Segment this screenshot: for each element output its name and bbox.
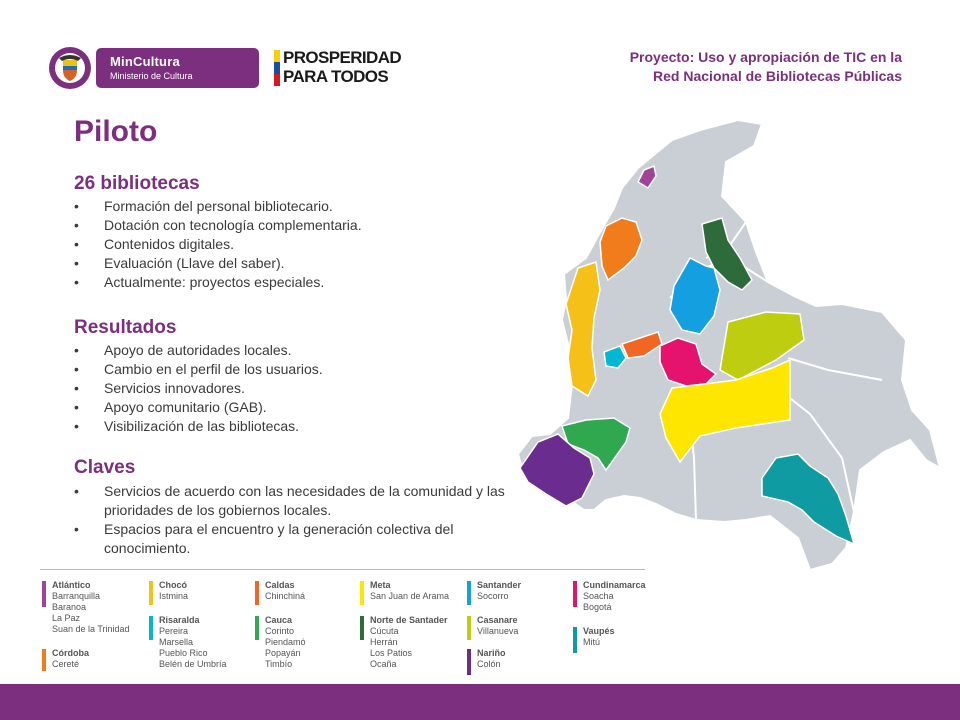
legend-place: Herrán: [370, 637, 398, 647]
legend-department-name: Meta: [370, 580, 391, 590]
legend-item-meta: [360, 580, 449, 602]
legend-color-bar: [573, 627, 577, 653]
legend-place: San Juan de Arama: [370, 591, 450, 601]
claves-list: [74, 482, 524, 558]
legend-item-choco: [149, 580, 188, 602]
list-item: • Cambio en el perfil de los usuarios.: [74, 360, 524, 379]
bibliotecas-list: [74, 197, 524, 292]
project-title-line1: Proyecto: Uso y apropiación de TIC en la: [629, 49, 902, 65]
legend-color-bar: [360, 616, 364, 640]
mincultura-logo-subtitle: Ministerio de Cultura: [110, 71, 193, 81]
legend-department-name: Casanare: [477, 615, 518, 625]
project-title: [542, 48, 902, 86]
legend-department-name: Santander: [477, 580, 522, 590]
legend-item-cundinamarca: [573, 580, 646, 613]
legend-place: Barranquilla: [52, 591, 101, 601]
colombia-coat-of-arms-icon: [48, 46, 92, 90]
legend-place: Timbío: [265, 659, 293, 669]
section-heading-bibliotecas: 26 bibliotecas: [74, 173, 200, 194]
legend-color-bar: [467, 581, 471, 605]
header-logos: [48, 46, 402, 92]
mincultura-logo-name: MinCultura: [110, 54, 180, 69]
project-title-line2: Red Nacional de Bibliotecas Públicas: [653, 68, 902, 84]
prosperidad-logo-line1: PROSPERIDAD: [283, 48, 402, 67]
legend-place: Mitú: [583, 637, 601, 647]
legend-department-name: Cundinamarca: [583, 580, 646, 590]
legend-place: Suan de la Trinidad: [52, 624, 130, 634]
legend-place: Corinto: [265, 626, 295, 636]
legend-place: Popayán: [265, 648, 301, 658]
legend-place: Pereira: [159, 626, 189, 636]
legend-place: Baranoa: [52, 602, 87, 612]
prosperidad-logo-line2: PARA TODOS: [283, 67, 389, 86]
list-item: • Apoyo comunitario (GAB).: [74, 398, 524, 417]
legend-item-casanare: [467, 615, 518, 637]
legend-color-bar: [467, 616, 471, 640]
legend-item-vaupes: [573, 626, 615, 648]
list-item: • Dotación con tecnología complementaria.: [74, 216, 524, 235]
legend-color-bar: [467, 649, 471, 675]
legend-department-name: Caldas: [265, 580, 295, 590]
list-item: • Servicios de acuerdo con las necesidades de la comunidad y las prioridades de los gobiernos locales.: [74, 482, 524, 520]
list-item: • Formación del personal bibliotecario.: [74, 197, 524, 216]
footer-bar: [0, 684, 960, 720]
legend-place: Cúcuta: [370, 626, 399, 636]
legend-place: Pueblo Rico: [159, 648, 208, 658]
legend-department-name: Vaupés: [583, 626, 615, 636]
colombia-map: [510, 118, 950, 588]
legend-place: Soacha: [583, 591, 614, 601]
legend-place: Chinchiná: [265, 591, 306, 601]
legend-color-bar: [149, 616, 153, 640]
page-title: Piloto: [74, 115, 158, 148]
legend-item-caldas: [255, 580, 305, 602]
list-item: • Evaluación (Llave del saber).: [74, 254, 524, 273]
legend-place: La Paz: [52, 613, 81, 623]
list-item: • Visibilización de las bibliotecas.: [74, 417, 524, 436]
legend-item-atlantico: [42, 580, 130, 635]
legend-item-norte-de-santander: [360, 615, 448, 670]
legend-department-name: Norte de Santader: [370, 615, 448, 625]
legend-place: Belén de Umbría: [159, 659, 227, 669]
legend-color-bar: [255, 581, 259, 605]
prosperidad-logo: [283, 48, 401, 86]
legend-department-name: Cauca: [265, 615, 293, 625]
legend-department-name: Nariño: [477, 648, 506, 658]
legend-item-narino: [467, 648, 506, 670]
section-heading-resultados: Resultados: [74, 317, 177, 338]
legend-place: Colón: [477, 659, 501, 669]
resultados-list: [74, 341, 524, 436]
flag-stripes-icon: [274, 50, 280, 86]
legend-place: Cereté: [52, 659, 80, 669]
legend-department-name: Chocó: [159, 580, 187, 590]
legend-color-bar: [149, 581, 153, 605]
legend-divider: [40, 569, 645, 570]
legend-color-bar: [42, 581, 46, 607]
legend-item-cauca: [255, 615, 306, 670]
mincultura-logo: [96, 48, 259, 88]
list-item: • Servicios innovadores.: [74, 379, 524, 398]
legend-color-bar: [42, 649, 46, 671]
legend-place: Bogotá: [583, 602, 612, 612]
list-item: • Apoyo de autoridades locales.: [74, 341, 524, 360]
legend-item-risaralda: [149, 615, 227, 670]
legend-department-name: Córdoba: [52, 648, 89, 658]
legend-color-bar: [360, 581, 364, 605]
legend-place: Ocaña: [370, 659, 397, 669]
list-item: • Espacios para el encuentro y la generación colectiva del conocimiento.: [74, 520, 524, 558]
section-heading-claves: Claves: [74, 457, 136, 478]
legend-place: Piendamó: [265, 637, 306, 647]
legend-place: Socorro: [477, 591, 509, 601]
legend-place: Marsella: [159, 637, 194, 647]
legend-department-name: Risaralda: [159, 615, 200, 625]
legend-color-bar: [255, 616, 259, 640]
legend-color-bar: [573, 581, 577, 607]
legend-item-cordoba: [42, 648, 89, 670]
legend-place: Los Patios: [370, 648, 413, 658]
legend-place: Istmina: [159, 591, 189, 601]
list-item: • Actualmente: proyectos especiales.: [74, 273, 524, 292]
legend-place: Villanueva: [477, 626, 519, 636]
list-item: • Contenidos digitales.: [74, 235, 524, 254]
legend-item-santander: [467, 580, 521, 602]
legend-department-name: Atlántico: [52, 580, 91, 590]
